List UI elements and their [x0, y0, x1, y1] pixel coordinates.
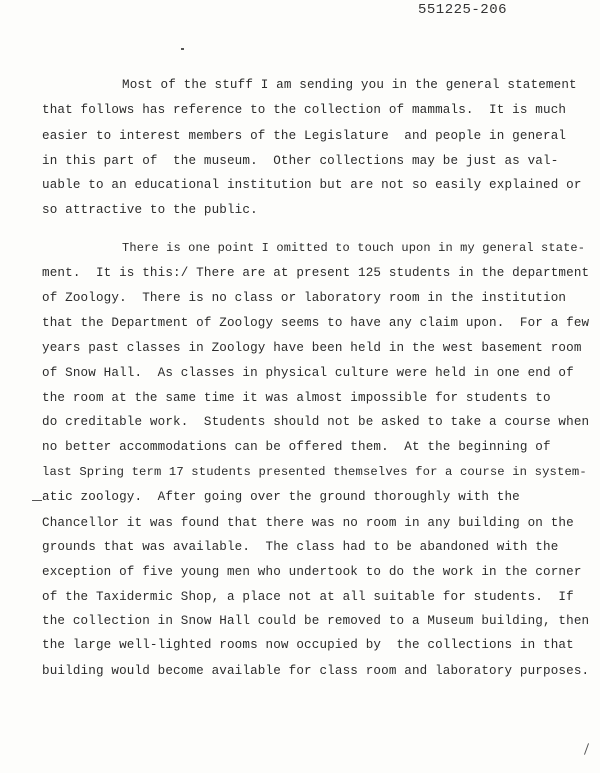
text-line: that follows has reference to the collection of mammals. It is much	[42, 103, 567, 117]
text-line: of the Taxidermic Shop, a place not at all suitable for students. If	[42, 590, 574, 604]
text-line: so attractive to the public.	[42, 203, 258, 217]
document-id: 551225-206	[418, 2, 508, 18]
text-line: There is one point I omitted to touch upon in my general state-	[122, 241, 586, 255]
text-line: ment. It is this:/ There are at present 125 students in the department	[42, 266, 590, 280]
text-line: exception of five young men who undertook to do the work in the corner	[42, 565, 582, 579]
text-line: of Zoology. There is no class or laboratory room in the institution	[42, 291, 567, 305]
text-line: Most of the stuff I am sending you in the general statement	[122, 78, 577, 92]
text-line: that the Department of Zoology seems to have any claim upon. For a few	[42, 316, 590, 330]
text-line: years past classes in Zoology have been held in the west basement room	[42, 341, 582, 355]
stray-mark	[32, 500, 42, 501]
text-line: the large well-lighted rooms now occupied by the collections in that	[42, 638, 574, 652]
stray-mark	[584, 743, 589, 755]
text-line: do creditable work. Students should not be asked to take a course when	[42, 415, 590, 429]
text-line: easier to interest members of the Legislature and people in general	[42, 129, 567, 143]
text-line: uable to an educational institution but are not so easily explained or	[42, 178, 582, 192]
text-line: the collection in Snow Hall could be removed to a Museum building, then	[42, 614, 590, 628]
stray-mark	[181, 48, 184, 50]
text-line: in this part of the museum. Other collections may be just as val-	[42, 154, 559, 168]
text-line: of Snow Hall. As classes in physical culture were held in one end of	[42, 366, 574, 380]
text-line: last Spring term 17 students presented themselves for a course in system-	[42, 465, 587, 479]
text-line: Chancellor it was found that there was no room in any building on the	[42, 516, 574, 530]
text-line: atic zoology. After going over the ground thoroughly with the	[42, 490, 520, 504]
text-line: building would become available for class room and laboratory purposes.	[42, 664, 590, 678]
text-line: grounds that was available. The class had to be abandoned with the	[42, 540, 559, 554]
text-line: no better accommodations can be offered them. At the beginning of	[42, 440, 551, 454]
text-line: the room at the same time it was almost impossible for students to	[42, 391, 551, 405]
